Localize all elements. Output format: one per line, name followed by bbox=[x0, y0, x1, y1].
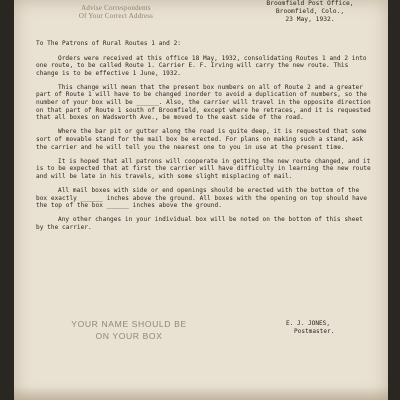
letter-body bbox=[36, 40, 372, 238]
signature-block bbox=[276, 320, 366, 336]
footer-stamp-line-2: ON YOUR BOX bbox=[95, 331, 163, 341]
salutation: To The Patrons of Rural Routes 1 and 2: bbox=[36, 40, 182, 47]
dateline-office: Broomfield Post Office, bbox=[266, 0, 354, 7]
address-stamp bbox=[66, 4, 166, 20]
paragraph-3: Where the bar pit or gutter along the road is quite deep, it is requested that some sort of movable stand for the mail box be erected. For plans on making such a stand, ask the carrier and he will tell you the nearest one to you in use at the present time. bbox=[36, 128, 367, 151]
paragraph-1: Orders were received at this office 18 May, 1932, consolidating Routes 1 and 2 into one route, to be called Route 1. Carrier E. F. Irving will carry the new route. This change is to be effective 1 June, 1932. bbox=[36, 54, 367, 77]
page-edge-shadow bbox=[14, 386, 388, 400]
paragraph-5: All mail boxes with side or end openings should be erected with the bottom of the box exactly ______ inches above the ground. All boxes with the opening on top should have the top of the box ______ inches above the ground. bbox=[36, 186, 367, 210]
paragraph-6: Any other changes in your individual box will be noted on the bottom of this sheet by the carrier. bbox=[36, 216, 363, 231]
stamp-line-2: Of Your Correct Address bbox=[78, 12, 154, 20]
dateline bbox=[250, 0, 370, 24]
paragraph-2: This change will mean that the present box numbers on all of Route 2 and a greater part of Route 1 will have to be changed inorder to avoid a duplication of numbers, so the number of your box will be ______. Also, the carrier will travel in the opposite direction on that part of Route 1 south of Broomfield, except where he retraces, and it is requested that all boxes on Wadsworth Ave., be moved to the east side of the road. bbox=[36, 83, 371, 122]
signer-title: Postmaster. bbox=[294, 328, 335, 335]
dateline-date: 23 May, 1932. bbox=[285, 16, 335, 23]
letter-sheet bbox=[14, 0, 388, 400]
signer-name: E. J. JONES, bbox=[286, 320, 331, 327]
stamp-line-1: Advise Correspondents bbox=[81, 4, 151, 12]
dateline-place: Broomfield, Colo., bbox=[275, 8, 345, 15]
footer-stamp-line-1: YOUR NAME SHOULD BE bbox=[71, 319, 187, 329]
name-on-box-stamp bbox=[64, 318, 194, 342]
paragraph-4: It is hoped that all patrons will cooperate in getting the new route changed, and it is to be expected that at first the carrier will have difficulty in learning the new route and will be late in his travels, with some slight misplacing of mail. bbox=[36, 157, 371, 180]
